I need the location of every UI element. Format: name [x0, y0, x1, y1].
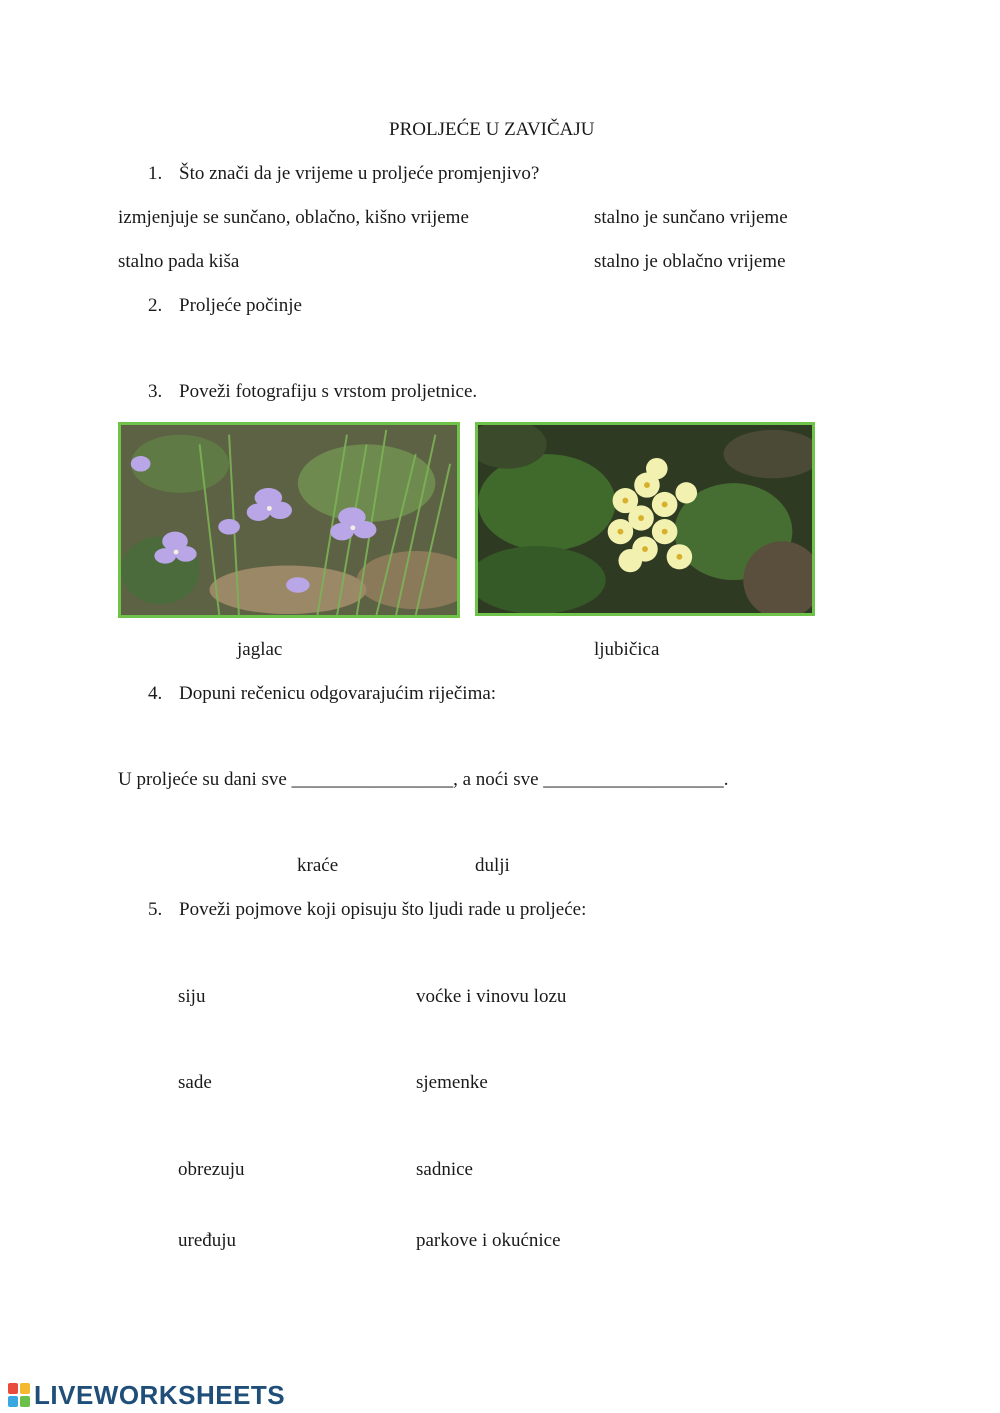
- q5-left-2[interactable]: sade: [178, 1072, 212, 1093]
- violet-flower-image: [121, 425, 457, 615]
- q1-number: 1.: [148, 163, 163, 184]
- q4-word-dulji[interactable]: dulji: [475, 855, 510, 876]
- q1-option-4[interactable]: stalno je oblačno vrijeme: [594, 251, 786, 272]
- q4-word-krace[interactable]: kraće: [297, 855, 339, 876]
- q1-option-3[interactable]: stalno pada kiša: [118, 251, 240, 272]
- q3-label-ljubicica[interactable]: ljubičica: [594, 639, 660, 660]
- q5-right-1[interactable]: voćke i vinovu lozu: [416, 986, 567, 1007]
- q1-option-1[interactable]: izmjenjuje se sunčano, oblačno, kišno vrijeme: [118, 207, 469, 228]
- q5-number: 5.: [148, 899, 163, 920]
- q5-right-2[interactable]: sjemenke: [416, 1072, 488, 1093]
- q5-left-3[interactable]: obrezuju: [178, 1159, 245, 1180]
- q4-text: Dopuni rečenicu odgovarajućim riječima:: [179, 683, 497, 704]
- q5-text: Poveži pojmove koji opisuju što ljudi rade u proljeće:: [179, 899, 587, 920]
- primrose-photo[interactable]: [475, 422, 815, 616]
- q5-right-4[interactable]: parkove i okućnice: [416, 1230, 561, 1251]
- liveworksheets-logo[interactable]: [8, 1380, 285, 1410]
- q5-left-1[interactable]: siju: [178, 986, 206, 1007]
- liveworksheets-logo-text: LIVEWORKSHEETS: [34, 1379, 286, 1410]
- q4-number: 4.: [148, 683, 163, 704]
- q1-text: Što znači da je vrijeme u proljeće promjenjivo?: [179, 163, 540, 184]
- q2-text: Proljeće počinje: [179, 295, 302, 316]
- q4-sentence[interactable]: U proljeće su dani sve _________________, a noći sve ___________________.: [118, 769, 729, 790]
- q5-right-3[interactable]: sadnice: [416, 1159, 473, 1180]
- page-title: PROLJEĆE U ZAVIČAJU: [389, 119, 595, 140]
- q1-option-2[interactable]: stalno je sunčano vrijeme: [594, 207, 788, 228]
- q2-number: 2.: [148, 295, 163, 316]
- q3-number: 3.: [148, 381, 163, 402]
- q3-text: Poveži fotografiju s vrstom proljetnice.: [179, 381, 478, 402]
- primrose-flower-image: [478, 425, 812, 613]
- q3-label-jaglac[interactable]: jaglac: [237, 639, 283, 660]
- liveworksheets-logo-icon: [8, 1383, 30, 1407]
- q5-left-4[interactable]: uređuju: [178, 1230, 237, 1251]
- violet-photo[interactable]: [118, 422, 460, 618]
